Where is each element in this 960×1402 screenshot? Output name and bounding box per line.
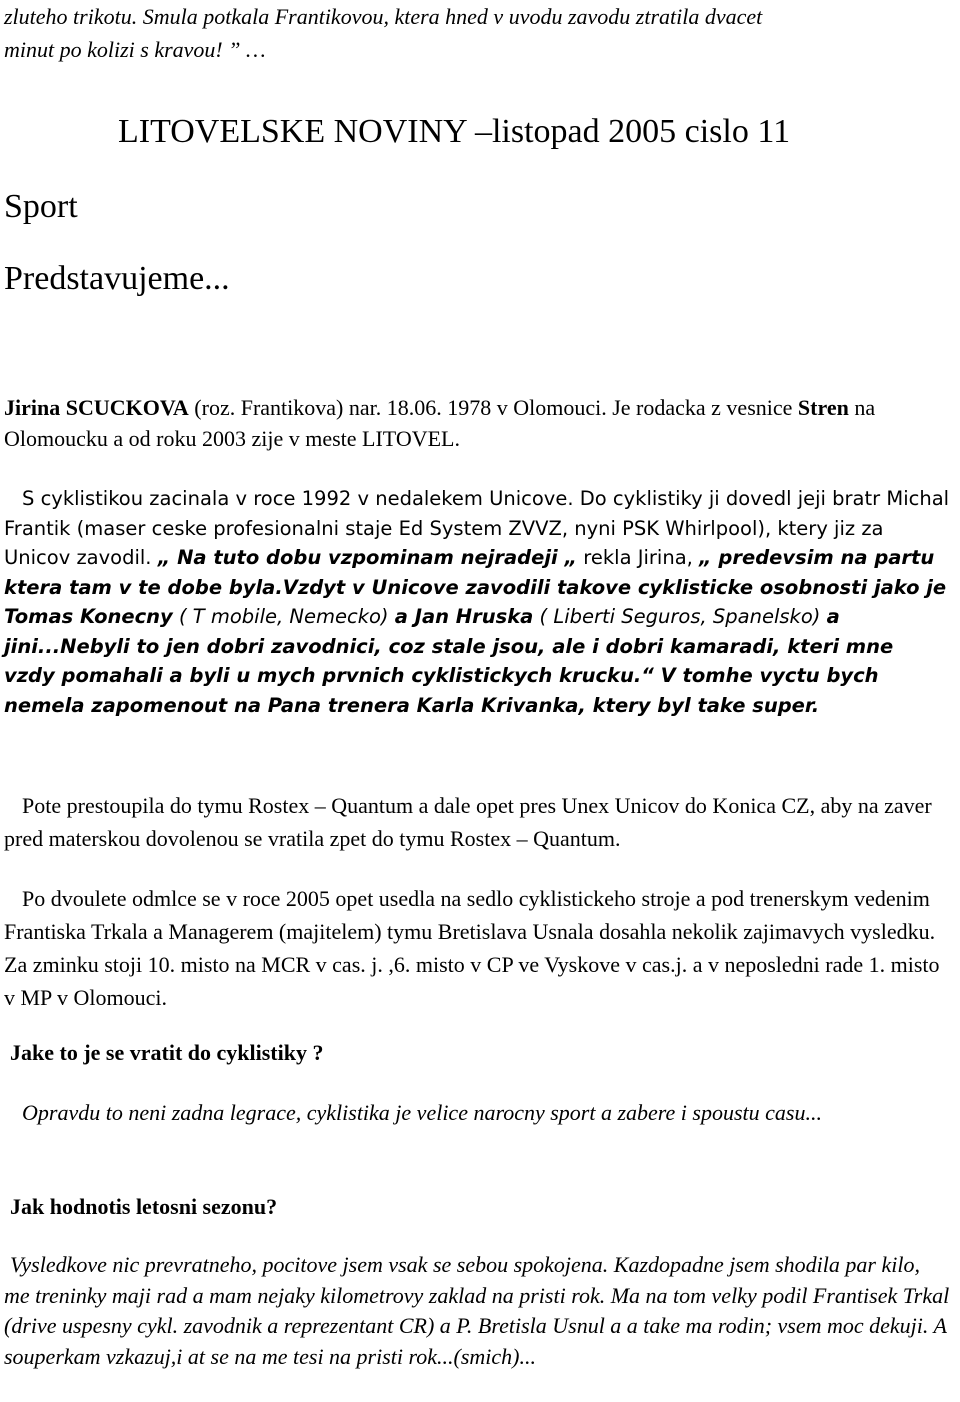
village-name: Stren xyxy=(797,395,849,420)
interview-answer-1 xyxy=(4,1096,950,1129)
interview-question-1: Jake to je se vratit do cyklistiky ? xyxy=(10,1040,324,1065)
quote-open: „ xyxy=(157,546,178,569)
interview-answer-2 xyxy=(4,1250,950,1372)
answer-2-text: Vysledkove nic prevratneho, pocitove jsem vsak se sebou spokojena. Kazdopadne jsem shodila par kilo, me treninky maji rad a mam nejaky kilometrovy zaklad na pristi rok. Ma na tom velky podil Frantisek Trkal (drive uspesny cykl. zavodnik a reprezentant CR) a P. Bretisla Usnul a a take ma rodin; vsem moc dekuji. A souperkam vzkazuj,i at se na me tesi na pristi rok...(smich)... xyxy=(4,1252,950,1369)
quote-1: Na tuto dobu vzpominam nejradeji xyxy=(177,546,565,569)
bio-text-2: na Olomoucku a od roku 2003 zije v meste LITOVEL. xyxy=(4,395,876,451)
answer-1-text: Opravdu to neni zadna legrace, cyklistika je velice narocny sport a zabere i spoustu casu... xyxy=(22,1100,822,1125)
interview-question-2: Jak hodnotis letosni sezonu? xyxy=(10,1194,278,1219)
newspaper-title: LITOVELSKE NOVINY –listopad 2005 cislo 11 xyxy=(118,113,791,150)
person-name: Jirina SCUCKOVA xyxy=(4,395,189,420)
story-sentence-2: Do cyklistiky ji dovedl jeji bratr Michal Frantik (maser ceske profesionalni staje Ed System ZVVZ, nyni PSK Whirlpool), ktery jiz za Unicov zavodil. xyxy=(4,487,950,569)
quote-2d: ( Liberti Seguros, Spanelsko) xyxy=(533,605,827,628)
quote-2a: „ predevsim na partu ktera tam v te dobe byla.Vzdyt v Unicove zavodili takove cyklisticke osobnosti jako je Tomas Konecny xyxy=(4,546,947,628)
intro-paragraph xyxy=(4,0,950,66)
career-paragraph-1 xyxy=(4,789,950,855)
career-paragraph-2 xyxy=(4,882,950,1014)
career-text-1: Pote prestoupila do tymu Rostex – Quantum a dale opet pres Unex Unicov do Konica CZ, aby na zaver pred materskou dovolenou se vratila zpet do tymu Rostex – Quantum. xyxy=(4,793,932,851)
career-text-2: Po dvoulete odmlce se v roce 2005 opet usedla na sedlo cyklistickeho stroje a pod trenerskym vedenim Frantiska Trkala a Managerem (majitelem) tymu Bretislava Usnala dosahla nekolik zajimavych vysledku. Za zminku stoji 10. misto na MCR v cas. j. ,6. misto v CP ve Vyskove v cas.j. a v neposledni rade 1. misto v MP v Olomouci. xyxy=(4,886,940,1010)
bio-text-1: (roz. Frantikova) nar. 18.06. 1978 v Olomouci. Je rodacka z vesnice xyxy=(188,395,798,420)
story-paragraph xyxy=(4,484,950,720)
quote-2e: a jini...Nebyli to jen dobri zavodnici, coz stale jsou, ale i dobri kamaradi, kteri mne vzdy pomahali a byli u mych prvnich cyklistickych krucku.“ V tomhe vyctu bych nemela zapomenout na Pana trenera Karla Krivanka, ktery byl take super. xyxy=(4,605,894,717)
subsection-heading: Predstavujeme... xyxy=(4,260,230,297)
section-heading: Sport xyxy=(4,188,78,225)
bio-paragraph xyxy=(4,392,950,454)
story-sentence-1: S cyklistikou zacinala v roce 1992 v nedalekem Unicove. xyxy=(22,487,574,510)
quote-2c: a Jan Hruska xyxy=(394,605,534,628)
intro-line-1: zluteho trikotu. Smula potkala Frantikovou, ktera hned v uvodu zavodu ztratila dvacet xyxy=(4,4,763,29)
quote-2b: ( T mobile, Nemecko) xyxy=(172,605,395,628)
story-said: rekla Jirina, xyxy=(577,546,700,569)
quote-mark: „ xyxy=(564,546,578,569)
intro-line-2: minut po kolizi s kravou! ” … xyxy=(4,37,266,62)
